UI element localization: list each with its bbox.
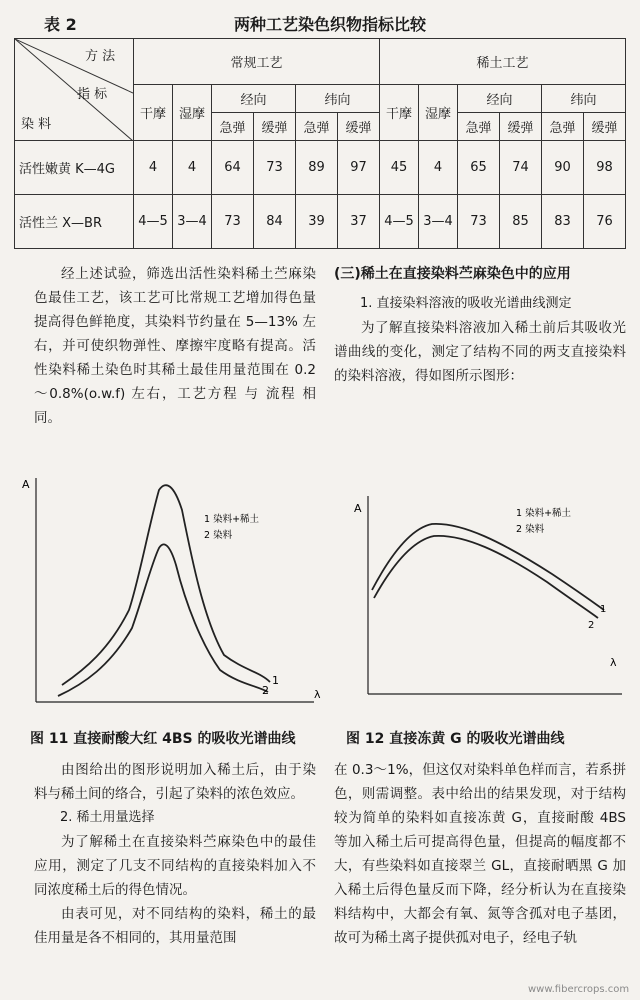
- bottom-left-text: [34, 758, 316, 950]
- watermark: www.fibercrops.com: [528, 984, 630, 995]
- subsection-title: 1. 直接染料溶液的吸收光谱曲线测定: [360, 296, 572, 311]
- table-cell: 39: [296, 195, 338, 249]
- table-cell: 76: [584, 195, 626, 249]
- table-cell: 73: [458, 195, 500, 249]
- table-cell: 73: [212, 195, 254, 249]
- header-slow: 缓弹: [254, 113, 296, 141]
- x-axis-label: λ: [610, 656, 617, 669]
- paragraph-text: 为了解直接染料溶液加入稀土前后其吸收光谱曲线的变化，测定了结构不同的两支直接染料的染料溶液，得如图所示图形：: [334, 320, 626, 384]
- table-title: 两种工艺染色织物指标比较: [233, 15, 426, 34]
- table-cell: 45: [380, 141, 419, 195]
- legend-2: 2 染料: [516, 524, 545, 535]
- table-cell: 4: [134, 141, 173, 195]
- method-header-conventional: 常规工艺: [134, 39, 380, 85]
- row-dye-name: 活性兰 X—BR: [15, 195, 134, 249]
- paragraph-text: 由表可见，对不同结构的染料，稀土的最佳用量是各不相同的，其用量范围: [34, 906, 316, 946]
- table-cell: 84: [254, 195, 296, 249]
- header-quick: 急弹: [296, 113, 338, 141]
- header-slow: 缓弹: [500, 113, 542, 141]
- paragraph-text: 在 0.3～1%，但这仅对染料单色样而言，若系拼色，则需调整。表中给出的结果发现，对于结构较为简单的染料如直接冻黄 G，直接耐酸 4BS 等加入稀土后可提高得色量，但提高的幅度都不大，有些染料如直接翠兰 GL，直接耐晒黑 G 加入稀土后得色量反而下降，经分析认为在直接染料结构中，大都会有氧、氮等含孤对电子基团，故可为稀土离子提供孤对电子，经电子轨: [334, 762, 626, 946]
- right-section: [334, 262, 626, 388]
- paragraph-text: 为了解稀土在直接染料苎麻染色中的最佳应用，测定了几支不同结构的直接染料加入不同浓度稀土后的得色情况。: [34, 834, 316, 898]
- curve-label-1: 1: [600, 604, 607, 615]
- header-warp: 经向: [212, 85, 296, 113]
- curve-label-2: 2: [262, 684, 269, 697]
- legend-1: 1 染料+稀土: [516, 508, 572, 519]
- table-cell: 4: [173, 141, 212, 195]
- method-header-rare-earth: 稀土工艺: [380, 39, 626, 85]
- comparison-table: [14, 38, 626, 249]
- table-label: 表 2: [44, 15, 77, 34]
- header-dry: 干摩: [380, 85, 419, 141]
- table-cell: 4—5: [380, 195, 419, 249]
- table-cell: 3—4: [419, 195, 458, 249]
- table-cell: 37: [338, 195, 380, 249]
- table-cell: 83: [542, 195, 584, 249]
- figure-11: [14, 470, 324, 720]
- header-quick: 急弹: [542, 113, 584, 141]
- x-axis-label: λ: [314, 688, 321, 701]
- y-axis-label: A: [354, 502, 362, 515]
- paragraph-text: 由图给出的图形说明加入稀土后，由于染料与稀土间的络合，引起了染料的浓色效应。: [34, 762, 316, 802]
- curve-label-1: 1: [272, 674, 279, 687]
- paragraph-text: 经上述试验，筛选出活性染料稀土苎麻染色最佳工艺，该工艺可比常规工艺增加得色量提高得色鲜艳度，其染料节约量在 5—13% 左右，并可使织物弹性、摩擦牢度略有提高。活性染料稀土染色时其稀土最佳用量范围在 0.2～0.8%(o.w.f) 左右，工艺方程 与 流程 相 同。: [34, 266, 316, 426]
- figure-11-caption: 图 11 直接耐酸大红 4BS 的吸收光谱曲线: [30, 731, 296, 747]
- table-cell: 74: [500, 141, 542, 195]
- curve-2: [374, 536, 598, 618]
- table-cell: 90: [542, 141, 584, 195]
- subsection-title: 2. 稀土用量选择: [60, 810, 155, 825]
- header-weft: 纬向: [296, 85, 380, 113]
- table-row: [15, 141, 626, 195]
- header-weft: 纬向: [542, 85, 626, 113]
- bottom-right-text: [334, 758, 626, 950]
- header-quick: 急弹: [458, 113, 500, 141]
- figure-12-caption: 图 12 直接冻黄 G 的吸收光谱曲线: [346, 731, 565, 747]
- table-cell: 65: [458, 141, 500, 195]
- figure-12: [332, 490, 632, 716]
- legend-2: 2 染料: [204, 530, 233, 541]
- header-warp: 经向: [458, 85, 542, 113]
- legend-1: 1 染料+稀土: [204, 514, 260, 525]
- table-cell: 85: [500, 195, 542, 249]
- header-dry: 干摩: [134, 85, 173, 141]
- curve-2: [58, 544, 268, 696]
- header-wet: 湿摩: [419, 85, 458, 141]
- table-cell: 3—4: [173, 195, 212, 249]
- left-paragraph: [34, 262, 316, 430]
- table-cell: 98: [584, 141, 626, 195]
- header-quick: 急弹: [212, 113, 254, 141]
- table-cell: 97: [338, 141, 380, 195]
- y-axis-label: A: [22, 478, 30, 491]
- corner-index-label: 指 标: [77, 87, 108, 102]
- table-cell: 4—5: [134, 195, 173, 249]
- curve-label-2: 2: [588, 620, 595, 631]
- header-slow: 缓弹: [584, 113, 626, 141]
- row-dye-name: 活性嫩黄 K—4G: [15, 141, 134, 195]
- table-cell: 64: [212, 141, 254, 195]
- header-slow: 缓弹: [338, 113, 380, 141]
- table-cell: 73: [254, 141, 296, 195]
- corner-method-label: 方 法: [85, 49, 116, 64]
- section-heading: (三)稀土在直接染料苎麻染色中的应用: [334, 266, 571, 282]
- corner-dye-label: 染 料: [21, 117, 52, 132]
- table-row: [15, 195, 626, 249]
- table-corner-cell: [15, 39, 134, 141]
- header-wet: 湿摩: [173, 85, 212, 141]
- table-cell: 89: [296, 141, 338, 195]
- table-cell: 4: [419, 141, 458, 195]
